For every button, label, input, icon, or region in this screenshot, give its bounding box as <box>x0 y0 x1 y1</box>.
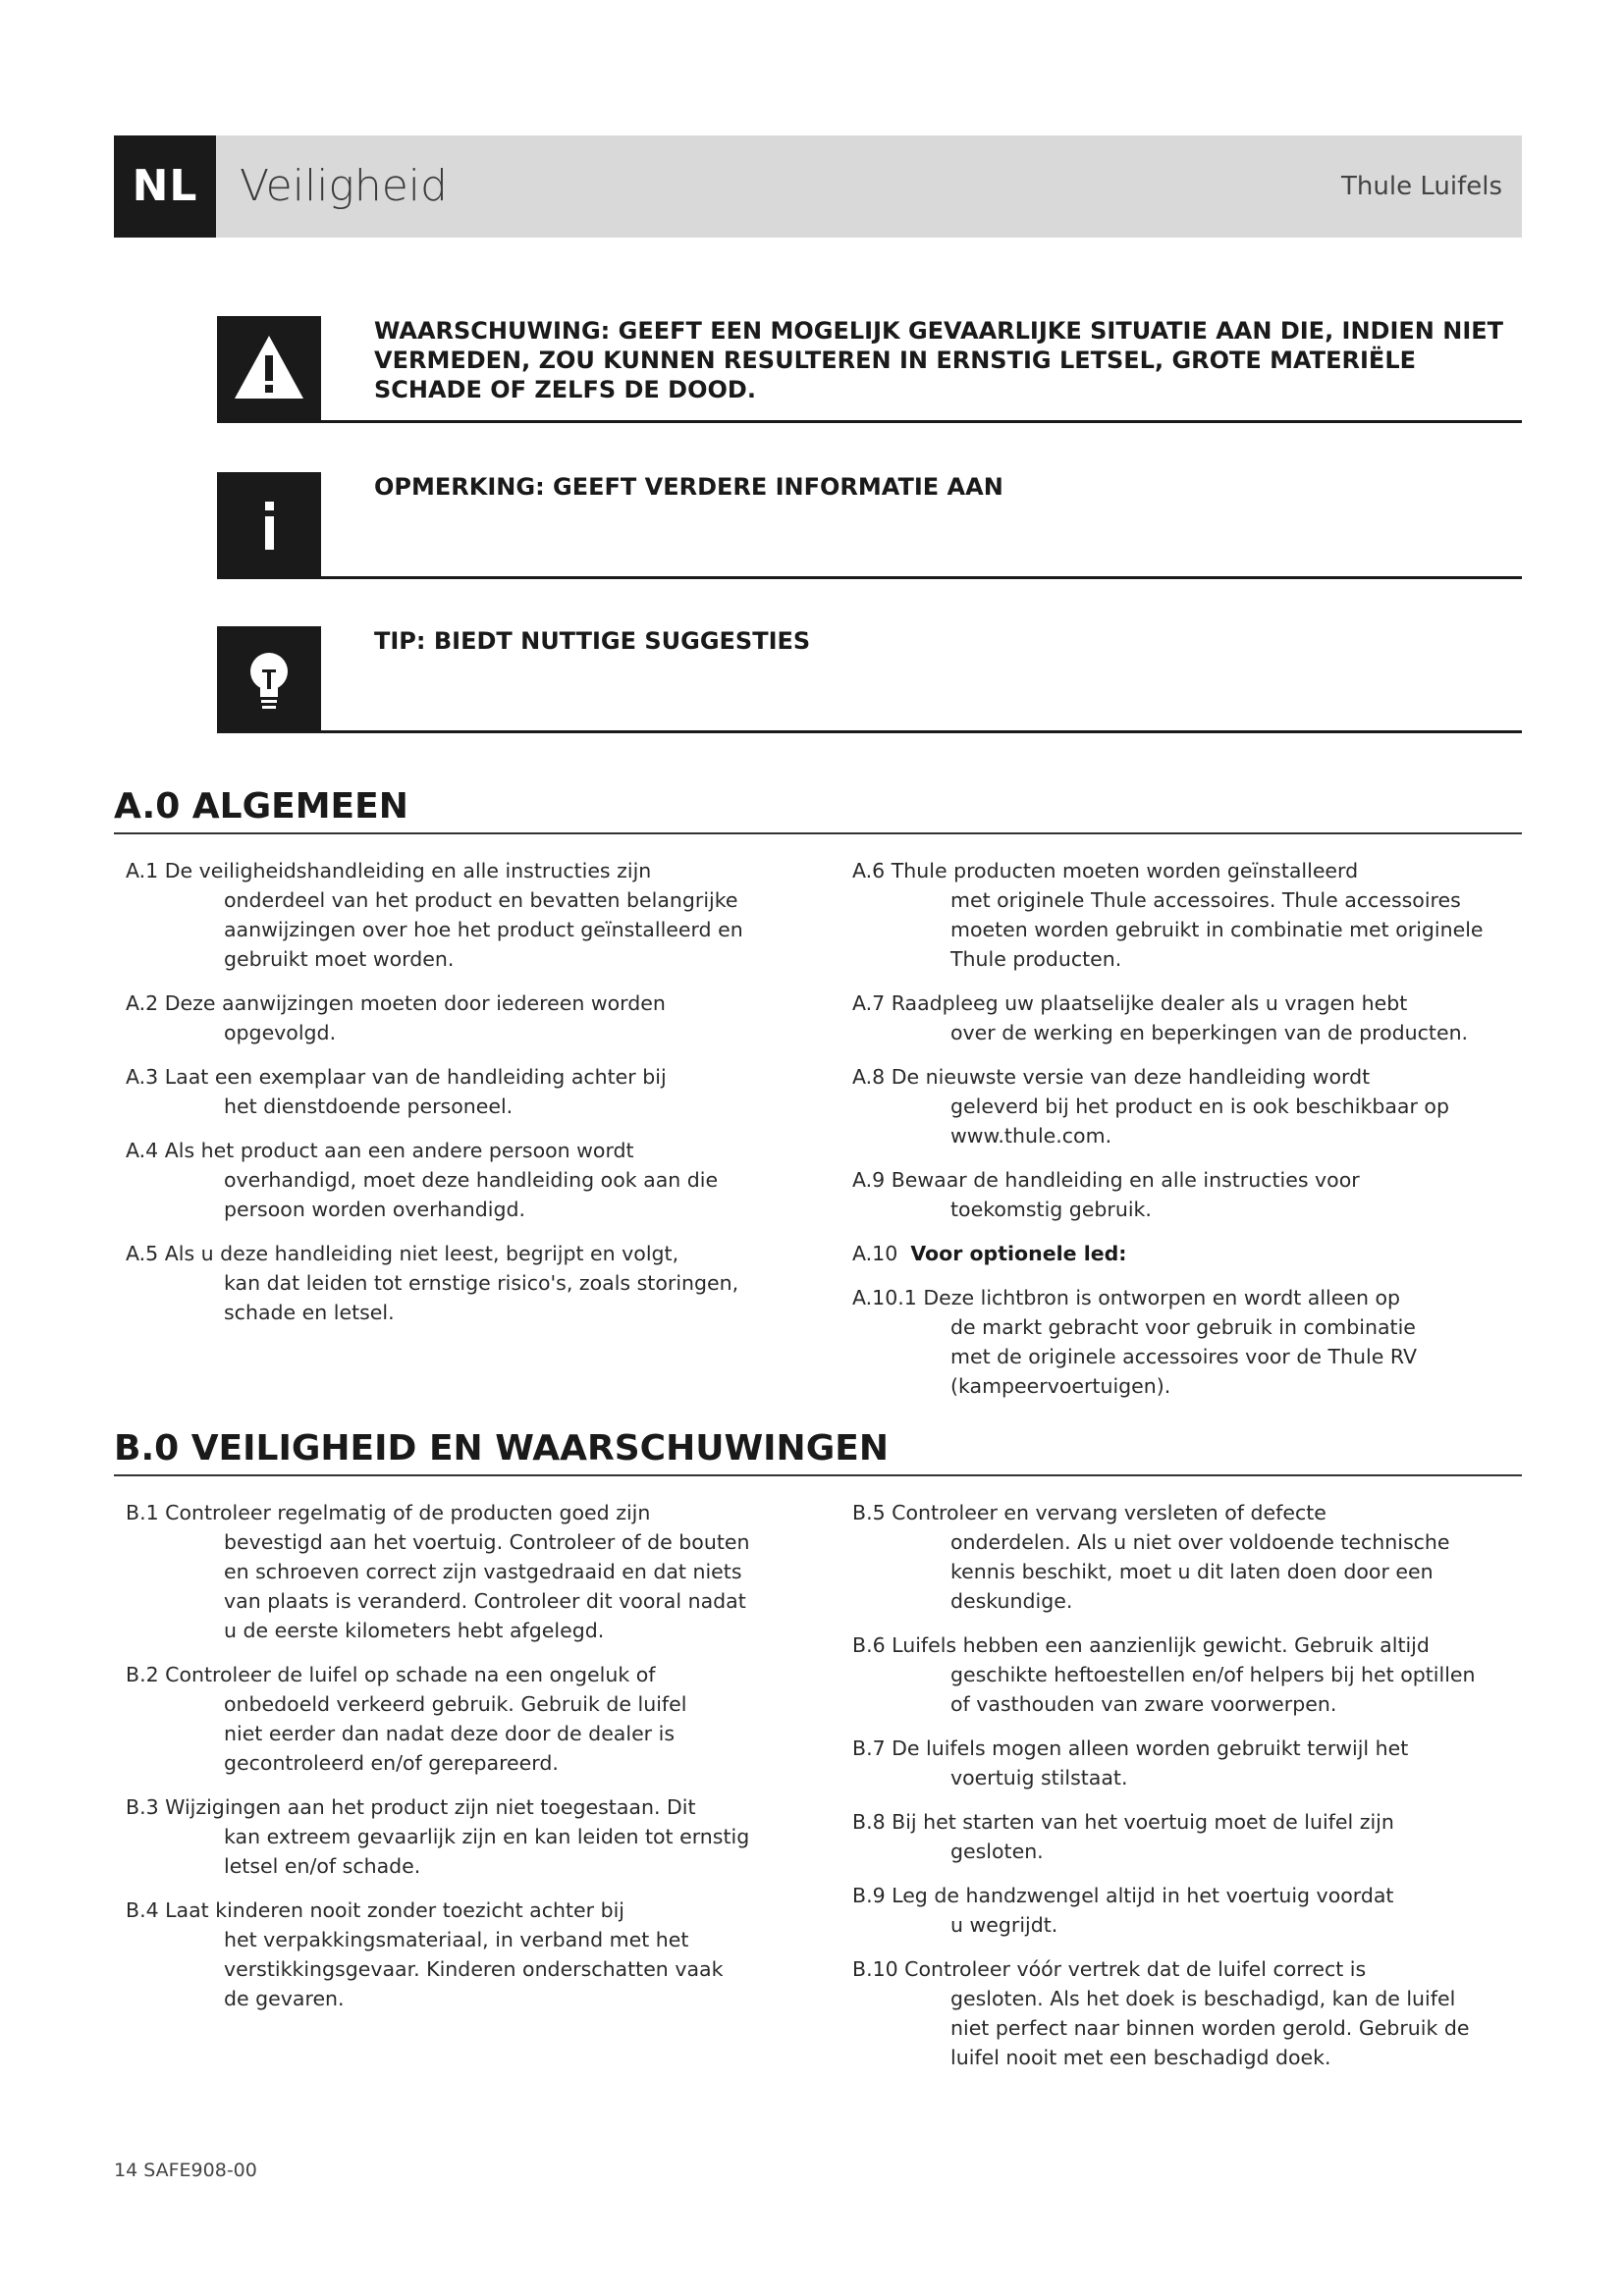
list-item: A.2 Deze aanwijzingen moeten door iedereen worden opgevolgd. <box>126 991 666 1044</box>
section-a-left-column <box>126 856 774 1342</box>
list-item: B.8 Bij het starten van het voertuig moet de luifel zijn gesloten. <box>852 1810 1394 1863</box>
list-item: B.3 Wijzigingen aan het product zijn niet toegestaan. Dit kan extreem gevaarlijk zijn en kan leiden tot ernstig letsel en/of schade. <box>126 1795 750 1878</box>
section-a-right-column <box>852 856 1520 1415</box>
list-item: A.6 Thule producten moeten worden geïnstalleerd met originele Thule accessoires. Thule accessoires moeten worden gebruikt in combinatie met originele Thule producten. <box>852 859 1484 971</box>
list-item: B.1 Controleer regelmatig of de producten goed zijn bevestigd aan het voertuig. Controleer of de bouten en schroeven correct zijn vastgedraaid en dat niets van plaats is veranderd. Controleer dit vooral nadat u de eerste kilometers hebt afgelegd. <box>126 1501 750 1642</box>
info-text: OPMERKING: GEEFT VERDERE INFORMATIE AAN <box>374 473 1003 501</box>
list-item: B.5 Controleer en vervang versleten of defecte onderdelen. Als u niet over voldoende technische kennis beschikt, moet u dit laten doen door een deskundige. <box>852 1501 1450 1613</box>
list-item: A.5 Als u deze handleiding niet leest, begrijpt en volgt, kan dat leiden tot ernstige risico's, zoals storingen, schade en letsel. <box>126 1242 739 1324</box>
info-notice <box>217 472 1522 579</box>
list-item-heading <box>852 1239 1520 1268</box>
section-a-title: A.0 ALGEMEEN <box>114 783 1522 834</box>
list-item: A.10.1 Deze lichtbron is ontworpen en wordt alleen op de markt gebracht voor gebruik in combinatie met de originele accessoires voor de Thule RV (kampeervoertuigen). <box>852 1286 1417 1398</box>
tip-text: TIP: BIEDT NUTTIGE SUGGESTIES <box>374 627 811 655</box>
list-item: B.7 De luifels mogen alleen worden gebruikt terwijl het voertuig stilstaat. <box>852 1736 1409 1789</box>
warning-icon <box>217 316 321 420</box>
list-item: B.2 Controleer de luifel op schade na een ongeluk of onbedoeld verkeerd gebruik. Gebruik de luifel niet eerder dan nadat deze door de dealer is gecontroleerd en/of gerepareerd. <box>126 1663 687 1775</box>
tip-notice <box>217 626 1522 733</box>
section-b-right-column <box>852 1498 1520 2087</box>
list-item: A.1 De veiligheidshandleiding en alle instructies zijn onderdeel van het product en bevatten belangrijke aanwijzingen over hoe het product geïnstalleerd en gebruikt moet worden. <box>126 859 743 971</box>
warning-notice <box>217 316 1522 423</box>
language-badge: NL <box>114 135 216 238</box>
list-item: B.9 Leg de handzwengel altijd in het voertuig voordat u wegrijdt. <box>852 1884 1394 1937</box>
page-footer: 14 SAFE908-00 <box>114 2160 257 2181</box>
warning-text: WAARSCHUWING: GEEFT EEN MOGELIJK GEVAARLIJKE SITUATIE AAN DIE, INDIEN NIET VERMEDEN, ZOU KUNNEN RESULTEREN IN ERNSTIG LETSEL, GROTE MATERIËLE SCHADE OF ZELFS DE DOOD. <box>374 317 1504 403</box>
list-item: A.8 De nieuwste versie van deze handleiding wordt geleverd bij het product en is ook beschikbaar op www.thule.com. <box>852 1065 1449 1148</box>
list-item: A.4 Als het product aan een andere persoon wordt overhandigd, moet deze handleiding ook aan die persoon worden overhandigd. <box>126 1139 719 1221</box>
list-item: A.3 Laat een exemplaar van de handleiding achter bij het dienstdoende personeel. <box>126 1065 667 1118</box>
list-item: A.9 Bewaar de handleiding en alle instructies voor toekomstig gebruik. <box>852 1168 1360 1221</box>
page-title: Veiligheid <box>240 161 448 211</box>
section-b-title: B.0 VEILIGHEID EN WAARSCHUWINGEN <box>114 1425 1522 1476</box>
header-brand: Thule Luifels <box>1341 172 1502 201</box>
list-item: B.6 Luifels hebben een aanzienlijk gewicht. Gebruik altijd geschikte heftoestellen en/of helpers bij het optillen of vasthouden van zware voorwerpen. <box>852 1633 1476 1716</box>
item-number: A.10 <box>852 1242 898 1265</box>
list-item: B.10 Controleer vóór vertrek dat de luifel correct is gesloten. Als het doek is beschadigd, kan de luifel niet perfect naar binnen worden gerold. Gebruik de luifel nooit met een beschadigd doek. <box>852 1957 1470 2069</box>
section-b-left-column <box>126 1498 793 2028</box>
page-header <box>114 135 1522 238</box>
list-item: A.7 Raadpleeg uw plaatselijke dealer als u vragen hebt over de werking en beperkingen van de producten. <box>852 991 1469 1044</box>
lightbulb-icon <box>217 626 321 730</box>
item-heading: Voor optionele led: <box>910 1242 1127 1265</box>
list-item: B.4 Laat kinderen nooit zonder toezicht achter bij het verpakkingsmateriaal, in verband met het verstikkingsgevaar. Kinderen onderschatten vaak de gevaren. <box>126 1898 724 2010</box>
info-icon <box>217 472 321 576</box>
